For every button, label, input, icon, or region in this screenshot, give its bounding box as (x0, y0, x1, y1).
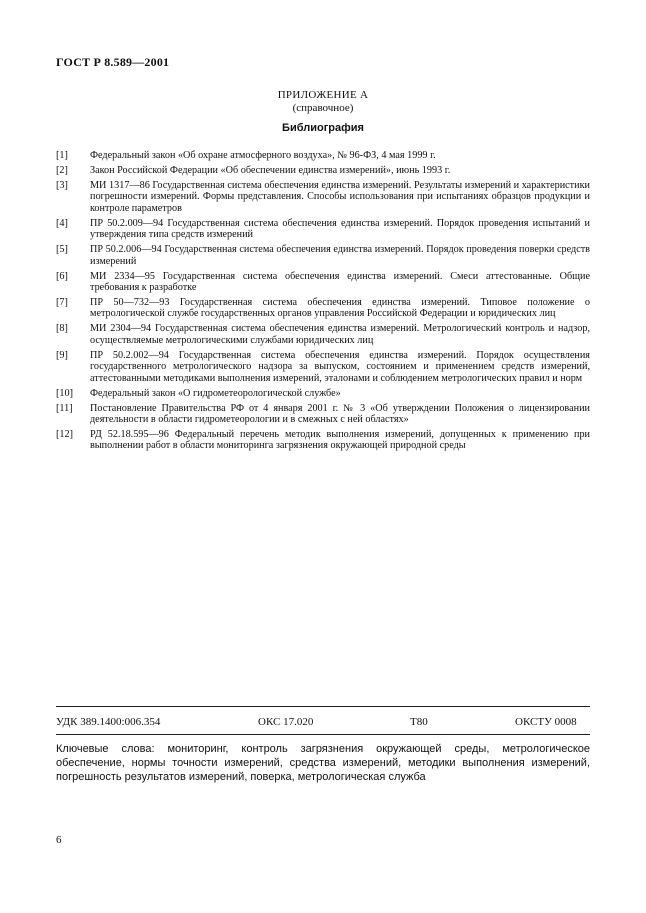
bibliography-heading: Библиография (282, 122, 364, 134)
bibliography-entry (56, 388, 590, 399)
entry-text: РД 52.18.595—96 Федеральный перечень методик выполнения измерений, допущенных к применению при выполнении работ в области мониторинга загрязнения окружающей природной среды (90, 429, 590, 452)
oks-code: ОКС 17.020 (258, 716, 314, 728)
entry-text: МИ 2304—94 Государственная система обеспечения единства измерений. Метрологический контроль и надзор, осуществляемые метрологическими службами юридических лиц (90, 323, 590, 346)
bibliography-entry (56, 150, 590, 161)
bibliography-entry (56, 403, 590, 426)
entry-text: ПР 50.2.002—94 Государственная система обеспечения единства измерений. Порядок осуществления государственного метрологического надзора за выпуском, состоянием и применением средств измерений, аттестованными методиками выполнения измерений, эталонами и соблюдением метрологических правил и норм (90, 349, 590, 384)
bibliography-entry (56, 350, 590, 384)
bibliography-list (56, 150, 590, 455)
entry-number: [6] (56, 270, 68, 282)
entry-text: Постановление Правительства РФ от 4 января 2001 г. № 3 «Об утверждении Положения о лицензировании деятельности в области гидрометеорологии и в смежных с ней областях» (90, 402, 590, 426)
entry-text: ПР 50.2.009—94 Государственная система обеспечения единства измерений. Порядок проведения испытаний и утверждения типа средств измерений (90, 217, 590, 241)
bibliography-entry (56, 218, 590, 241)
entry-number: [8] (56, 323, 68, 335)
entry-number: [7] (56, 297, 68, 309)
entry-text: ПР 50.2.006—94 Государственная система обеспечения единства измерений. Порядок проведения поверки средств измерений (90, 244, 590, 267)
appendix-title: ПРИЛОЖЕНИЕ А (277, 89, 369, 101)
keywords-paragraph: Ключевые слова: мониторинг, контроль загрязнения окружающей среды, метрологическое обеспечение, нормы точности измерений, средства измерений, методики выполнения измерений, погрешность результатов измерений, поверка, метрологическая служба (56, 743, 590, 783)
entry-number: [9] (56, 349, 68, 361)
appendix-subtitle: (справочное) (292, 102, 354, 114)
entry-text: Федеральный закон «Об охране атмосферного воздуха», № 96-ФЗ, 4 мая 1999 г. (90, 150, 436, 161)
t-code: Т80 (410, 716, 428, 728)
bibliography-entry (56, 165, 590, 176)
okstu-code: ОКСТУ 0008 (515, 716, 577, 728)
entry-text: ПР 50—732—93 Государственная система обеспечения единства измерений. Типовое положение о метрологической службе государственных органов управления Российской Федерации и юридических лиц (90, 297, 590, 320)
bibliography-entry (56, 429, 590, 452)
entry-number: [12] (56, 429, 73, 441)
entry-number: [10] (56, 387, 73, 399)
entry-number: [2] (56, 165, 68, 176)
bibliography-entry (56, 271, 590, 294)
bibliography-entry (56, 244, 590, 267)
udk-code: УДК 389.1400:006.354 (56, 716, 161, 728)
entry-number: [3] (56, 180, 68, 191)
footer-top-divider (56, 706, 590, 707)
page-number: 6 (56, 834, 62, 846)
footer-bottom-divider (56, 734, 590, 735)
bibliography-entry (56, 297, 590, 320)
entry-number: [5] (56, 244, 68, 256)
entry-text: Федеральный закон «О гидрометеорологической службе» (90, 387, 341, 399)
entry-number: [4] (56, 217, 68, 229)
entry-number: [11] (56, 402, 73, 414)
bibliography-entry (56, 323, 590, 346)
bibliography-entry (56, 180, 590, 214)
entry-text: МИ 1317—86 Государственная система обеспечения единства измерений. Результаты измерений и характеристики погрешности измерений. Формы представления. Способы использования при испытаниях образцов продукции и контроле параметров (90, 180, 590, 214)
entry-number: [1] (56, 150, 68, 161)
entry-text: Закон Российской Федерации «Об обеспечении единства измерений», июнь 1993 г. (90, 165, 451, 176)
document-header: ГОСТ Р 8.589—2001 (56, 55, 170, 69)
entry-text: МИ 2334—95 Государственная система обеспечения единства измерений. Смеси аттестованные. Общие требования к разработке (90, 270, 590, 294)
